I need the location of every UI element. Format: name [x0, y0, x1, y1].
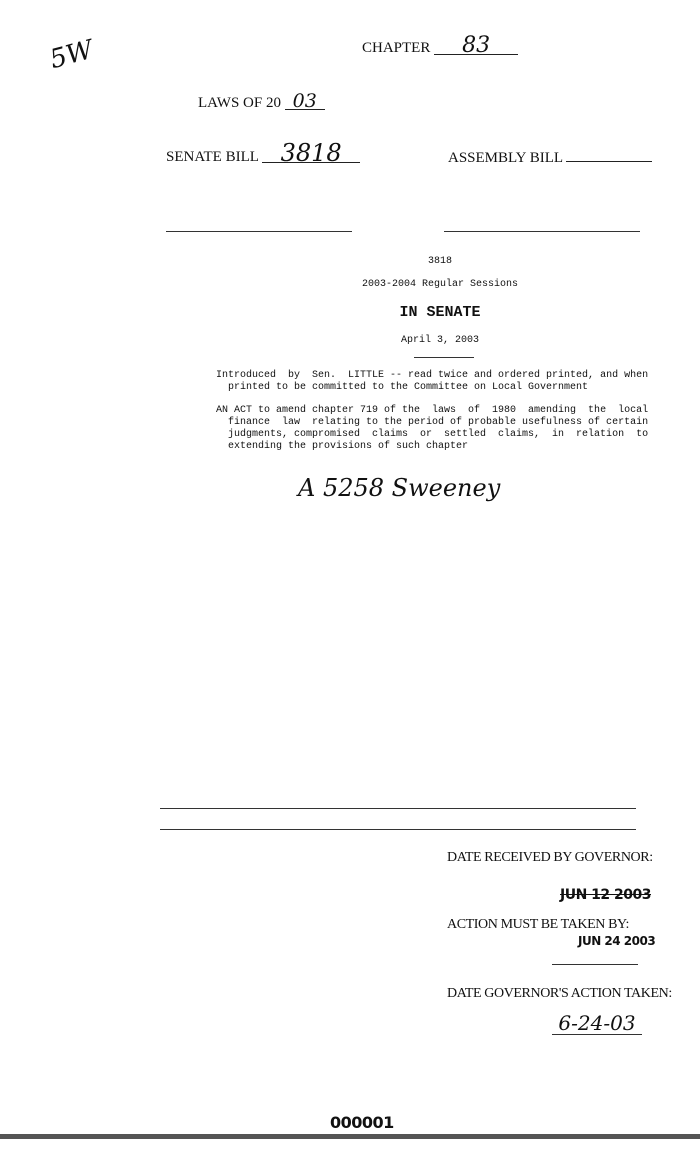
senate-separator-line [166, 231, 352, 232]
act-line-2: finance law relating to the period of probable usefulness of certain [228, 417, 649, 428]
session-line: 2003-2004 Regular Sessions [361, 279, 519, 290]
act-line-1: AN ACT to amend chapter 719 of the laws of 1980 amending the local [216, 405, 649, 416]
assembly-separator-line [444, 231, 640, 232]
page-number: 000001 [330, 1113, 394, 1132]
intro-line-1: Introduced by Sen. LITTLE -- read twice and ordered printed, and when [216, 370, 649, 381]
date-rule [414, 357, 474, 358]
senate-bill-field [166, 139, 360, 167]
date-received-value: JUN 12 2003 [560, 887, 651, 903]
chapter-number: 83 [434, 38, 518, 55]
senate-bill-number: 3818 [262, 145, 360, 163]
action-must-label: ACTION MUST BE TAKEN BY: [447, 917, 629, 932]
action-taken-value: 6-24-03 [552, 1012, 642, 1035]
laws-of-label: LAWS OF 20 [198, 95, 281, 111]
bill-number: 3818 [427, 256, 452, 267]
assembly-bill-number [566, 147, 652, 162]
chamber-heading: IN SENATE [399, 304, 481, 321]
action-must-rule [552, 964, 638, 965]
chapter-field [362, 33, 518, 58]
chapter-label: CHAPTER [362, 40, 431, 56]
assembly-bill-field [448, 147, 652, 167]
margin-note: 5W [46, 34, 97, 76]
lower-rule-2 [160, 829, 636, 830]
bill-date: April 3, 2003 [400, 335, 479, 346]
laws-of-year: 03 [285, 94, 325, 110]
lower-rule-1 [160, 808, 636, 809]
action-taken-label: DATE GOVERNOR'S ACTION TAKEN: [447, 986, 672, 1001]
assembly-bill-label: ASSEMBLY BILL [448, 150, 563, 166]
laws-of-field [198, 90, 325, 112]
scan-edge-bar [0, 1134, 700, 1139]
intro-line-2: printed to be committed to the Committee on Local Government [228, 382, 589, 393]
senate-bill-label: SENATE BILL [166, 149, 259, 165]
action-must-value: JUN 24 2003 [578, 934, 656, 948]
act-line-3: judgments, compromised claims or settled claims, in relation to [228, 429, 649, 440]
date-received-label: DATE RECEIVED BY GOVERNOR: [447, 850, 653, 865]
handwritten-same-as: A 5258 Sweeney [298, 474, 501, 502]
act-line-4: extending the provisions of such chapter [228, 441, 469, 452]
